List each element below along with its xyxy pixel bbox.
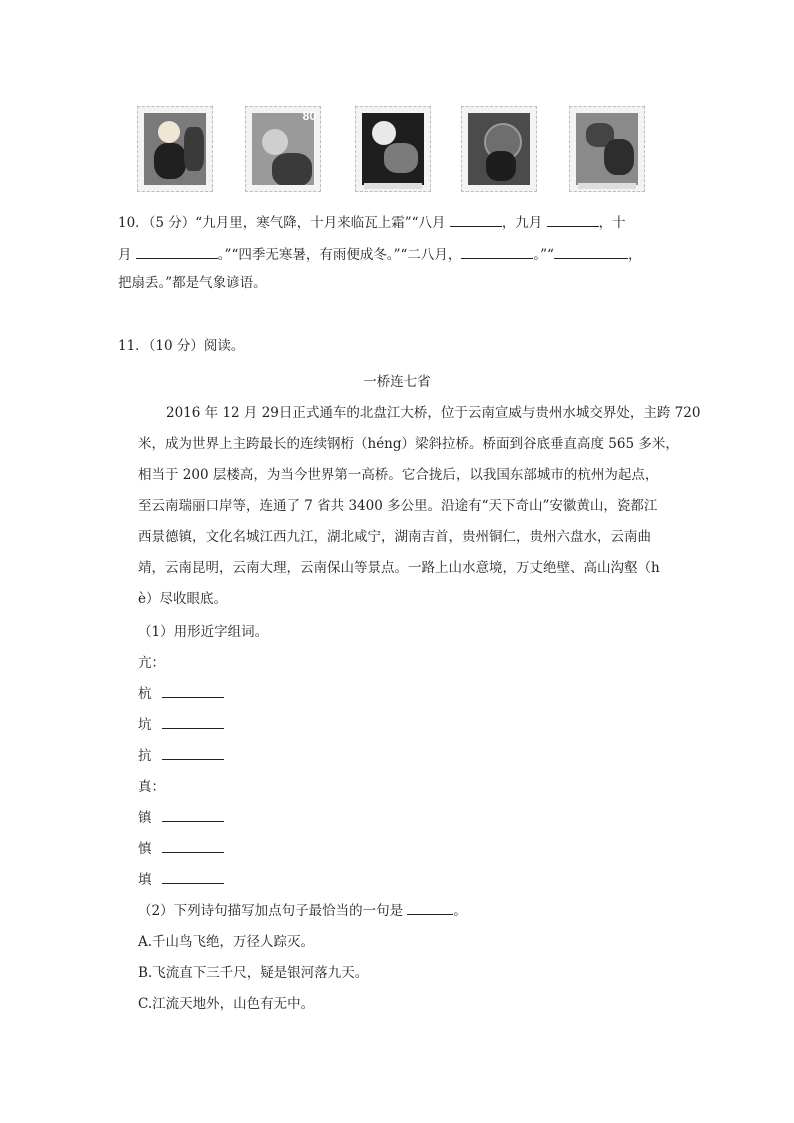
answer-blank[interactable] [136, 246, 218, 259]
q10-line-2: 月 。”“四季无寒暑，有雨便成冬。”“二八月， 。”“ ， [118, 247, 642, 263]
word-row: 抗 [138, 744, 224, 764]
group-label-kang: 亢： [138, 655, 165, 671]
answer-blank[interactable] [547, 214, 599, 227]
answer-blank[interactable] [450, 214, 502, 227]
word-row: 填 [138, 868, 224, 888]
answer-blank[interactable] [162, 840, 224, 853]
word-row: 杭 [138, 682, 224, 702]
option-b: B.飞流直下三千尺，疑是银河落九天。 [138, 965, 369, 981]
answer-blank[interactable] [407, 902, 453, 915]
stamp-value: 80 [302, 109, 316, 123]
stamp-image-4 [461, 106, 537, 192]
passage-line: 2016 年 12 月 29日正式通车的北盘江大桥，位于云南宣威与贵州水城交界处，主跨 720 [166, 405, 701, 421]
stamp-image-5 [569, 106, 645, 192]
answer-blank[interactable] [162, 716, 224, 729]
q10-line-3: 把扇丢。”都是气象谚语。 [118, 275, 267, 291]
answer-blank[interactable] [162, 685, 224, 698]
answer-blank[interactable] [461, 246, 533, 259]
stamp-image-2 [245, 106, 321, 192]
stamp-image-1 [137, 106, 213, 192]
answer-blank[interactable] [554, 246, 628, 259]
sub-question-2: （2）下列诗句描写加点句子最恰当的一句是 。 [138, 903, 467, 919]
option-a: A.千山鸟飞绝，万径人踪灭。 [138, 934, 315, 950]
answer-blank[interactable] [162, 809, 224, 822]
answer-blank[interactable] [162, 747, 224, 760]
word-row: 坑 [138, 713, 224, 733]
word-row: 慎 [138, 837, 224, 857]
passage-line: 米，成为世界上主跨最长的连续钢桁（héng）梁斜拉桥。桥面到谷底垂直高度 565 多米， [138, 436, 679, 452]
q10-line-1: 10．（5 分）“九月里，寒气降，十月来临瓦上霜”“八月 ，九月 ，十 [118, 215, 626, 231]
passage-line: 相当于 200 层楼高，为当今世界第一高桥。它合拢后，以我国东部城市的杭州为起点， [138, 467, 659, 483]
passage-line: è）尽收眼底。 [138, 591, 227, 607]
stamp-image-3 [355, 106, 431, 192]
group-label-zhen: 真： [138, 779, 165, 795]
word-row: 镇 [138, 806, 224, 826]
passage-line: 靖，云南昆明，云南大理，云南保山等景点。一路上山水意境，万丈绝壁、高山沟壑（h [138, 560, 660, 576]
passage-line: 至云南瑞丽口岸等，连通了 7 省共 3400 多公里。沿途有“天下奇山”安徽黄山，瓷都江 [138, 498, 658, 514]
sub-question-1: （1）用形近字组词。 [138, 624, 269, 640]
passage-title: 一桥连七省 [363, 374, 431, 390]
answer-blank[interactable] [162, 871, 224, 884]
option-c: C.江流天地外，山色有无中。 [138, 996, 315, 1012]
passage-line: 西景德镇，文化名城江西九江，湖北咸宁，湖南吉首，贵州铜仁，贵州六盘水，云南曲 [138, 529, 651, 545]
q11-header: 11．（10 分）阅读。 [118, 338, 245, 354]
